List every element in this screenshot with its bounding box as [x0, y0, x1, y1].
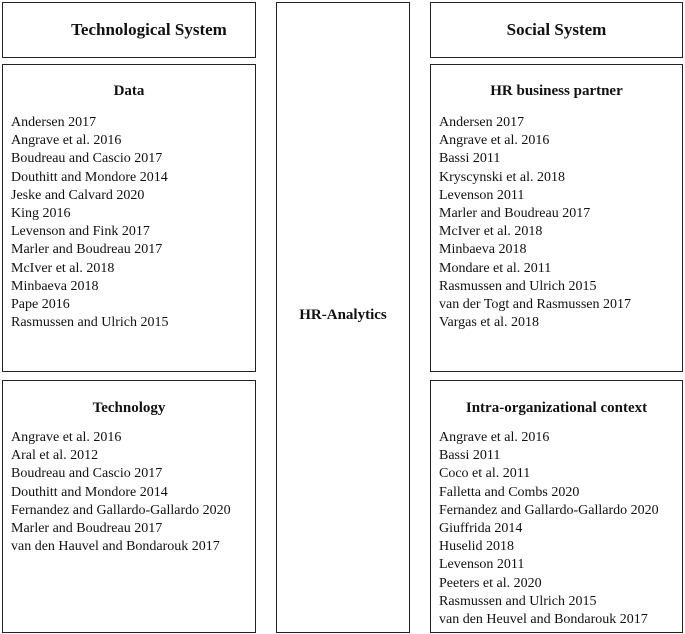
- list-item: Minbaeva 2018: [11, 278, 99, 294]
- list-item: Levenson 2011: [439, 187, 525, 203]
- hr-analytics-label: HR-Analytics: [299, 307, 387, 323]
- list-item: Giuffrida 2014: [439, 521, 523, 537]
- intra-organizational-context-reference-list: [439, 429, 659, 629]
- list-item: Jeske and Calvard 2020: [11, 187, 145, 203]
- technology-title: Technology: [92, 400, 166, 416]
- data-box: [2, 64, 256, 372]
- list-item: Huselid 2018: [439, 539, 515, 555]
- technological-system-title: Technological System: [71, 20, 227, 39]
- list-item: van den Hauvel and Bondarouk 2017: [11, 539, 220, 555]
- technological-system-header: [2, 2, 256, 58]
- list-item: Douthitt and Mondore 2014: [11, 484, 168, 500]
- data-reference-list: [11, 114, 168, 332]
- list-item: Vargas et al. 2018: [439, 315, 540, 331]
- hr-business-partner-title: HR business partner: [490, 83, 623, 99]
- list-item: Douthitt and Mondore 2014: [11, 169, 168, 185]
- social-system-title: Social System: [506, 20, 607, 39]
- list-item: Marler and Boudreau 2017: [11, 242, 163, 258]
- list-item: Aral et al. 2012: [11, 448, 99, 464]
- list-item: Angrave et al. 2016: [439, 430, 550, 445]
- list-item: Marler and Boudreau 2017: [11, 521, 163, 537]
- list-item: van der Togt and Rasmussen 2017: [439, 297, 632, 313]
- list-item: Fernandez and Gallardo-Gallardo 2020: [439, 502, 659, 518]
- data-title: Data: [113, 83, 145, 99]
- list-item: Levenson 2011: [439, 557, 525, 573]
- list-item: Angrave et al. 2016: [11, 133, 122, 149]
- list-item: McIver et al. 2018: [11, 260, 115, 276]
- list-item: Pape 2016: [11, 297, 70, 313]
- technology-reference-list: [11, 429, 231, 556]
- intra-organizational-context-box: [430, 380, 683, 633]
- intra-organizational-context-title: Intra-organizational context: [465, 400, 648, 416]
- list-item: Boudreau and Cascio 2017: [11, 466, 163, 482]
- list-item: Coco et al. 2011: [439, 466, 531, 482]
- list-item: Peeters et al. 2020: [439, 575, 542, 591]
- hr-business-partner-box: [430, 64, 683, 372]
- list-item: Boudreau and Cascio 2017: [11, 151, 163, 167]
- list-item: Andersen 2017: [439, 115, 525, 130]
- hr-business-partner-reference-list: [439, 114, 631, 332]
- list-item: Kryscynski et al. 2018: [439, 169, 565, 185]
- list-item: van den Heuvel and Bondarouk 2017: [439, 612, 648, 628]
- list-item: Minbaeva 2018: [439, 242, 527, 258]
- social-system-header: [430, 2, 683, 58]
- list-item: Angrave et al. 2016: [439, 133, 550, 149]
- hr-analytics-box: [276, 2, 410, 633]
- list-item: McIver et al. 2018: [439, 224, 543, 240]
- list-item: Rasmussen and Ulrich 2015: [11, 315, 169, 331]
- list-item: Marler and Boudreau 2017: [439, 206, 591, 222]
- list-item: Mondare et al. 2011: [439, 260, 552, 276]
- list-item: Falletta and Combs 2020: [439, 484, 580, 500]
- list-item: Rasmussen and Ulrich 2015: [439, 593, 597, 609]
- technology-box: [2, 380, 256, 633]
- list-item: Andersen 2017: [11, 115, 97, 130]
- list-item: King 2016: [11, 206, 71, 222]
- list-item: Fernandez and Gallardo-Gallardo 2020: [11, 502, 231, 518]
- list-item: Rasmussen and Ulrich 2015: [439, 278, 597, 294]
- list-item: Bassi 2011: [439, 151, 501, 167]
- list-item: Levenson and Fink 2017: [11, 224, 150, 240]
- list-item: Bassi 2011: [439, 448, 501, 464]
- list-item: Angrave et al. 2016: [11, 430, 122, 445]
